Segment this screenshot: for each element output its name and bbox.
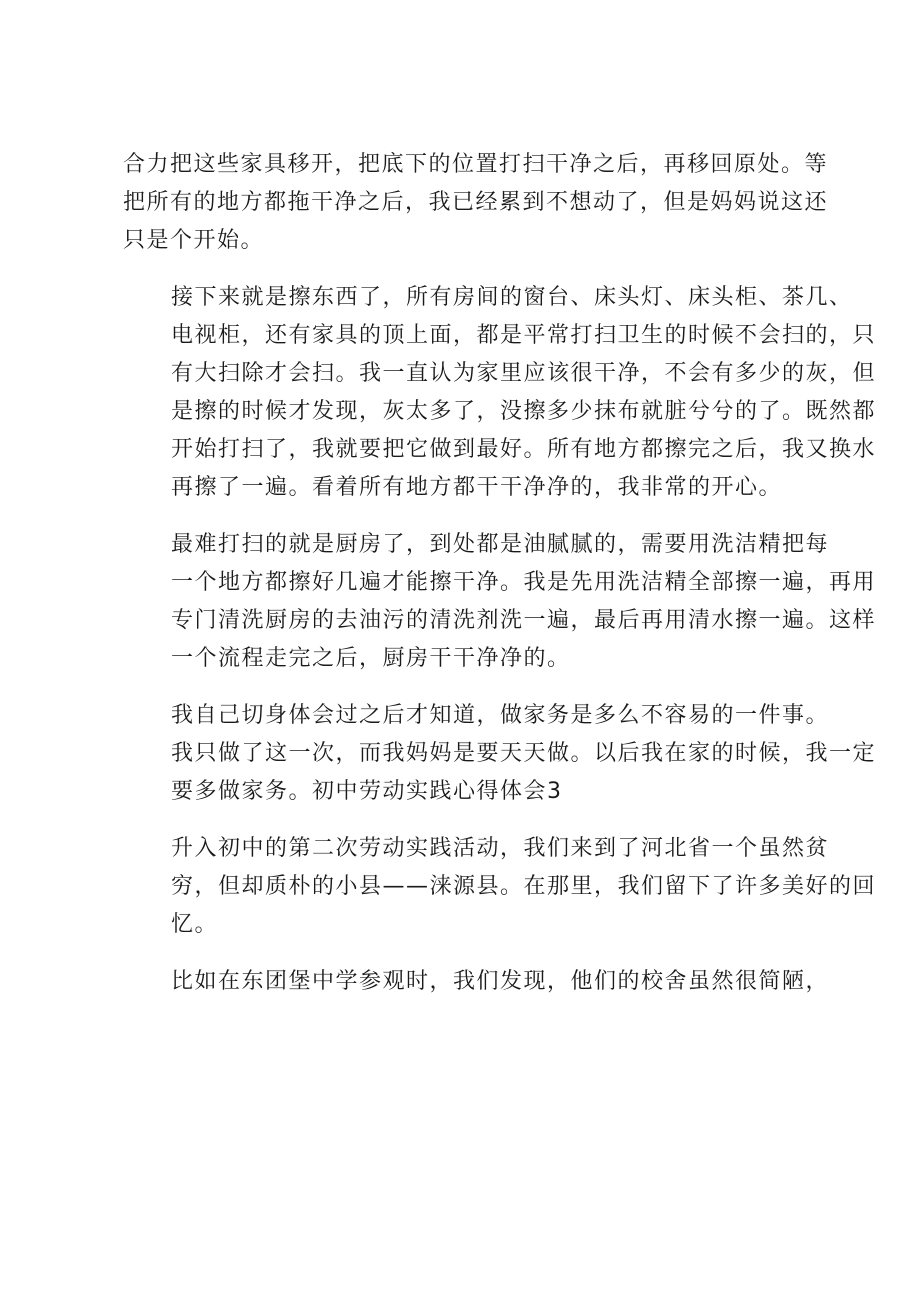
text-line: 比如在东团堡中学参观时，我们发现，他们的校舍虽然很简陋， [171,969,830,994]
text-line: 最难打扫的就是厨房了，到处都是油腻腻的，需要用洗洁精把每 [171,532,830,557]
text-line: 升入初中的第二次劳动实践活动，我们来到了河北省一个虽然贫 [171,836,830,861]
text-line: 把所有的地方都拖干净之后，我已经累到不想动了，但是妈妈说这还 [123,190,829,215]
text-line: 合力把这些家具移开，把底下的位置打扫干净之后，再移回原处。等 [123,152,829,177]
text-line: 再擦了一遍。看着所有地方都干干净净的，我非常的开心。 [171,475,783,500]
text-line: 一个流程走完之后，厨房干干净净的。 [171,646,571,671]
document-body [123,146,877,1001]
text-line: 有大扫除才会扫。我一直认为家里应该很干净，不会有多少的灰，但 [171,361,877,386]
text-line: 电视柜，还有家具的顶上面，都是平常打扫卫生的时候不会扫的，只 [171,323,877,348]
text-line: 我自己切身体会过之后才知道，做家务是多么不容易的一件事。 [171,703,830,728]
text-line: 要多做家务。初中劳动实践心得体会3 [171,779,563,804]
paragraph-5 [123,830,877,944]
paragraph-2 [123,279,877,507]
text-line: 我只做了这一次，而我妈妈是要天天做。以后我在家的时候，我一定 [171,741,877,766]
paragraph-4 [123,697,877,811]
paragraph-6 [123,963,830,1001]
text-line: 穷，但却质朴的小县——涞源县。在那里，我们留下了许多美好的回 [171,874,877,899]
text-line: 只是个开始。 [123,228,265,253]
text-line: 是擦的时候才发现，灰太多了，没擦多少抹布就脏兮兮的了。既然都 [171,399,877,424]
text-line: 专门清洗厨房的去油污的清洗剂洗一遍，最后再用清水擦一遍。这样 [171,608,877,633]
text-line: 开始打扫了，我就要把它做到最好。所有地方都擦完之后，我又换水 [171,437,877,462]
text-line: 一个地方都擦好几遍才能擦干净。我是先用洗洁精全部擦一遍，再用 [171,570,877,595]
text-line: 忆。 [171,912,219,937]
text-line: 接下来就是擦东西了，所有房间的窗台、床头灯、床头柜、茶几、 [171,285,853,310]
paragraph-1 [123,146,829,260]
paragraph-3 [123,526,877,678]
